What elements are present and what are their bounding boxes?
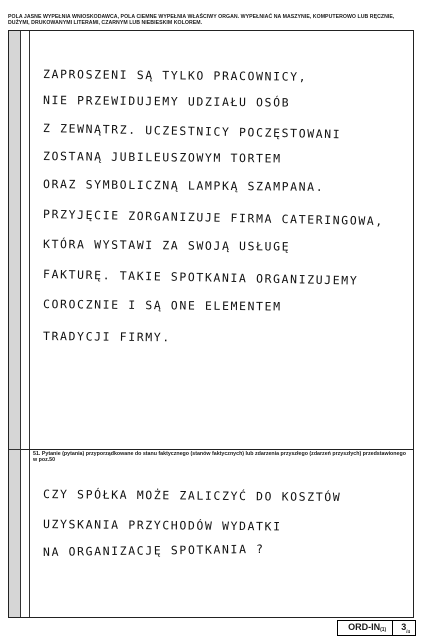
margin-rule xyxy=(29,31,30,617)
page-total: /4 xyxy=(406,628,410,634)
form-code xyxy=(338,621,393,635)
question-text: Pytanie (pytania) przyporządkowane do stanu faktycznego (stanów faktycznych) lub zdarzenia przyszłego (zdarzeń przyszłych) przedstawionego w poz.50 xyxy=(33,451,406,464)
handwritten-line: UZYSKANIA PRZYCHODÓW WYDATKI xyxy=(42,517,282,534)
handwritten-line: COROCZNIE I SĄ ONE ELEMENTEM xyxy=(42,297,282,314)
form-code-text: ORD-IN xyxy=(348,622,381,632)
handwritten-line: NA ORGANIZACJĘ SPOTKANIA ? xyxy=(42,541,265,559)
handwritten-line: ZAPROSZENI SĄ TYLKO PRACOWNICY, xyxy=(42,67,308,84)
section-divider xyxy=(21,449,413,450)
handwritten-line: KTÓRA WYSTAWI ZA SWOJĄ USŁUGĘ xyxy=(42,237,291,254)
page-number: 3 xyxy=(401,622,407,632)
handwritten-line: CZY SPÓŁKA MOŻE ZALICZYĆ DO KOSZTÓW xyxy=(42,487,342,505)
question-51-label xyxy=(33,451,409,463)
handwritten-line: PRZYJĘCIE ZORGANIZUJE FIRMA CATERINGOWA, xyxy=(42,207,385,229)
handwritten-line: FAKTURĘ. TAKIE SPOTKANIA ORGANIZUJEMY xyxy=(42,267,359,288)
form-instructions: POLA JASNE WYPEŁNIA WNIOSKODAWCA, POLA CIEMNE WYPEŁNIA WŁAŚCIWY ORGAN. WYPEŁNIAĆ NA MASZYNIE, KOMPUTEROWO LUB RĘCZNIE, DUŻYMI, DRUKOWANYMI LITERAMI, CZARNYM LUB NIEBIESKIM KOLOREM. xyxy=(8,14,395,27)
page-indicator xyxy=(393,621,415,635)
handwritten-line: TRADYCJI FIRMY. xyxy=(42,329,171,345)
shaded-side-strip xyxy=(9,31,21,617)
handwritten-line: NIE PRZEWIDUJEMY UDZIAŁU OSÓB xyxy=(42,93,291,110)
form-footer-badge xyxy=(337,620,416,636)
handwritten-line: ZOSTANĄ JUBILEUSZOWYM TORTEM xyxy=(42,149,282,166)
handwritten-line: Z ZEWNĄTRZ. UCZESTNICY POCZĘSTOWANI xyxy=(42,121,342,142)
question-number: 51. xyxy=(33,451,41,457)
strip-divider xyxy=(9,449,20,450)
form-version: (1) xyxy=(380,627,387,633)
handwritten-line: ORAZ SYMBOLICZNĄ LAMPKĄ SZAMPANA. xyxy=(42,177,325,194)
form-frame xyxy=(8,30,414,618)
